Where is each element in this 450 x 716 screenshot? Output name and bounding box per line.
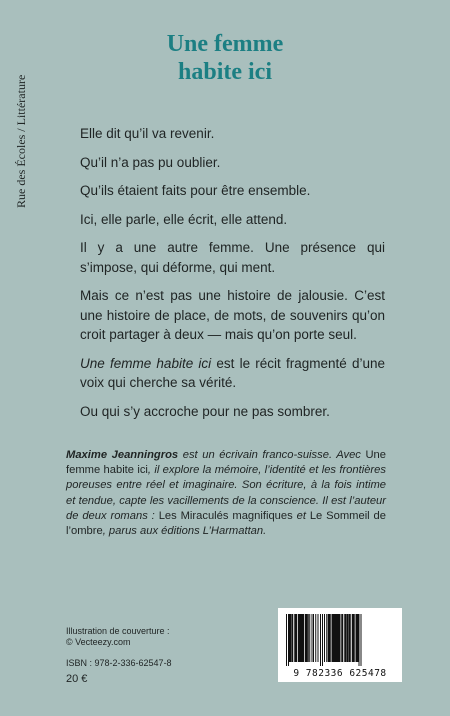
barcode-bar xyxy=(313,614,314,662)
blurb-paragraph-7-text: est le récit fragmenté d’une voix qui cherche sa vérité. xyxy=(80,355,385,390)
spine-label xyxy=(10,28,34,218)
barcode-bar xyxy=(315,614,316,662)
barcode-bar xyxy=(294,614,297,662)
title-line-1: Une femme xyxy=(166,31,284,57)
author-name: Maxime Jeanningros xyxy=(66,449,179,461)
barcode-bar xyxy=(332,614,335,662)
barcode-bar xyxy=(349,614,351,662)
barcode-bar xyxy=(309,614,310,662)
bio-book-2: Les Miraculés magnifiques xyxy=(158,509,293,522)
barcode-bar xyxy=(305,614,308,662)
barcode-bar xyxy=(289,614,291,662)
blurb-paragraph-4: Ici, elle parle, elle écrit, elle attend. xyxy=(80,211,288,227)
isbn: ISBN : 978-2-336-62547-8 xyxy=(66,658,172,668)
barcode-bar xyxy=(301,614,304,662)
barcode-bar xyxy=(326,614,327,662)
price: 20 € xyxy=(66,673,88,685)
barcode-bar xyxy=(308,614,309,662)
author-bio xyxy=(66,448,386,539)
bio-text-2: , il explore la mémoire, l’identité et les frontières poreuses entre réel et imaginaire. Son écriture, à la fois intime et tendue, capte les vacillements de la conscience. Il est l’auteur de deux romans : xyxy=(66,464,386,522)
barcode-guard-bar xyxy=(361,614,362,666)
spine-text: Rue des Écoles / Littérature xyxy=(14,74,28,208)
cover-credits xyxy=(66,626,170,648)
blurb-paragraph-2: Qu’il n’a pas pu oublier. xyxy=(80,154,221,170)
blurb-paragraph-8: Ou qui s’y accroche pour ne pas sombrer. xyxy=(80,403,330,419)
barcode-bar xyxy=(347,614,349,662)
barcode-guard-bar xyxy=(286,614,287,666)
barcode-bar xyxy=(341,614,343,662)
barcode-bar xyxy=(298,614,301,662)
title-line-2: habite ici xyxy=(178,59,272,85)
barcode-bars xyxy=(284,614,396,666)
barcode-bar xyxy=(324,614,325,662)
barcode-bar xyxy=(318,614,319,662)
blurb-book-title: Une femme habite ici xyxy=(80,355,212,371)
barcode xyxy=(278,608,402,682)
barcode-bar xyxy=(356,614,359,662)
book-title xyxy=(60,30,390,86)
barcode-guard-bar xyxy=(288,614,289,666)
credits-line-1: Illustration de couverture : xyxy=(66,626,170,636)
bio-text-3: et xyxy=(292,509,310,522)
barcode-bar xyxy=(328,614,331,662)
bio-text-4: , parus aux éditions L’Harmattan. xyxy=(102,525,267,538)
barcode-digits: 9 782336 625478 xyxy=(293,668,387,679)
barcode-bar xyxy=(338,614,341,662)
barcode-bar xyxy=(344,614,346,662)
credits-line-2: © Vecteezy.com xyxy=(66,637,131,647)
blurb-paragraph-5: Il y a une autre femme. Une présence qui s’impose, qui déforme, qui ment. xyxy=(80,240,385,275)
barcode-bar xyxy=(312,614,313,662)
blurb-paragraph-3: Qu’ils étaient faits pour être ensemble. xyxy=(80,183,311,198)
barcode-bar xyxy=(291,614,293,662)
barcode-bar xyxy=(335,614,338,662)
barcode-guard-bar xyxy=(359,614,360,666)
blurb-paragraph-6: Mais ce n’est pas une histoire de jalousie. C’est une histoire de place, de mots, de souvenirs qu’on croit partager à deux — mais qu’on porte seul. xyxy=(80,288,385,342)
barcode-bar xyxy=(352,614,355,662)
bio-book-1: Une femme habite ici xyxy=(66,449,386,477)
blurb-paragraph-7 xyxy=(80,354,385,393)
barcode-guard-bar xyxy=(320,614,321,666)
bio-book-3: Le Sommeil de l’ombre xyxy=(66,509,386,538)
blurb-paragraph-1: Elle dit qu’il va revenir. xyxy=(80,126,215,141)
bio-text-1: est un écrivain franco-suisse. Avec xyxy=(178,449,366,461)
back-cover-blurb xyxy=(80,124,385,430)
barcode-guard-bar xyxy=(322,614,323,666)
